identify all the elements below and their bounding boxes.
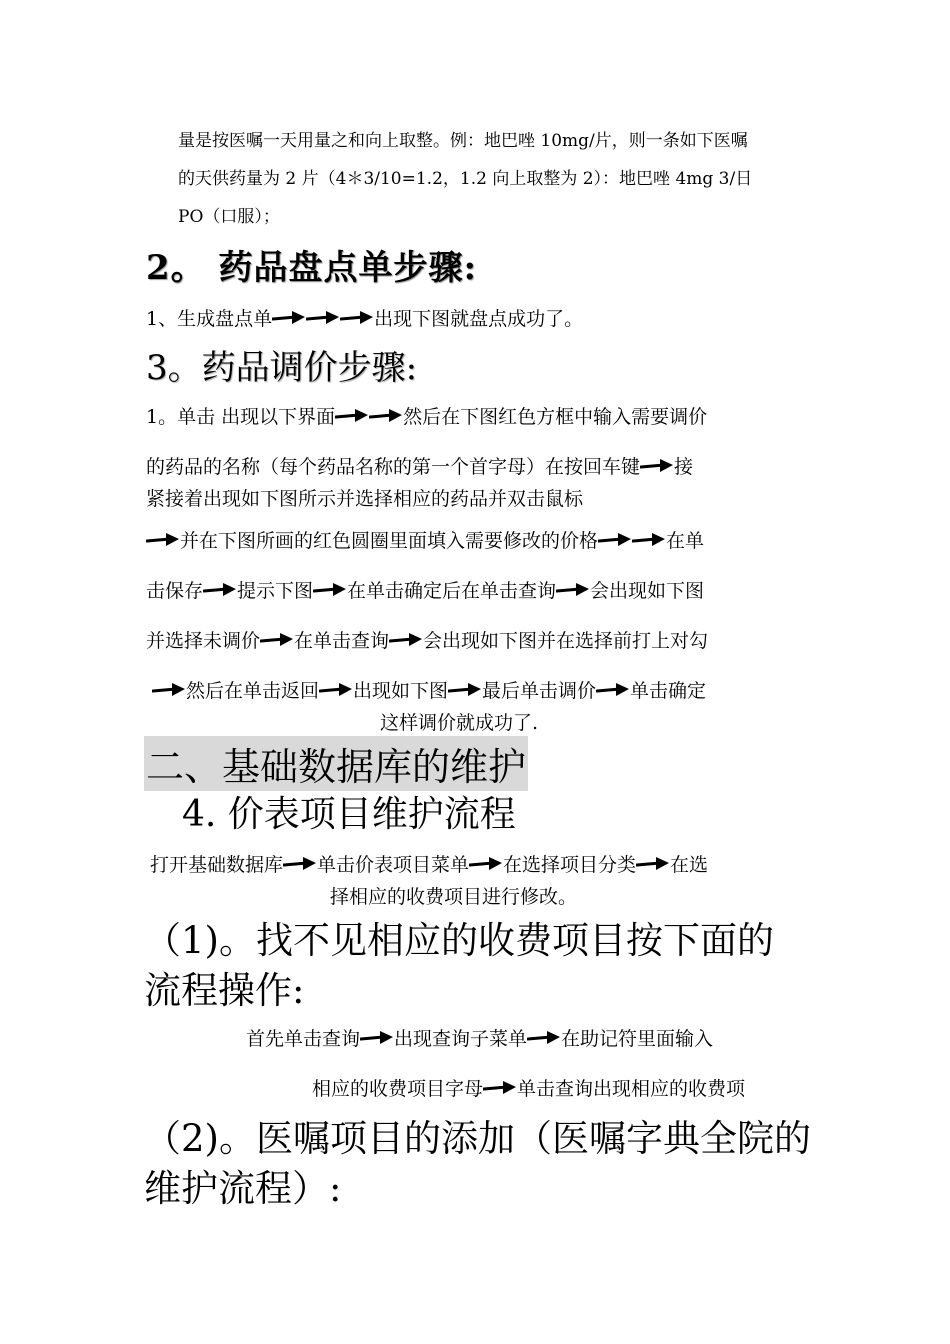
right-arrow-icon: [369, 408, 403, 424]
step-text: 单击价表项目菜单: [317, 854, 470, 876]
subsection-4-line-1: [150, 850, 708, 877]
step-text: 最后单击调价: [482, 680, 597, 702]
section-3-line-a: [146, 402, 707, 429]
section-3-line-b: [146, 452, 693, 479]
right-arrow-icon: [152, 682, 186, 698]
right-arrow-icon: [632, 532, 666, 548]
step-text: 然后在单击返回: [186, 680, 320, 702]
section-2-title: 2。 药品盘点单步骤:: [146, 248, 478, 288]
step-text: 提示下图: [237, 580, 314, 602]
subsection-2-title-line-2: 维护流程）:: [144, 1167, 342, 1210]
right-arrow-icon: [636, 856, 670, 872]
right-arrow-icon: [640, 458, 674, 474]
step-text: 会出现如下图并在选择前打上对勾: [423, 630, 709, 652]
right-arrow-icon: [556, 582, 590, 598]
section-3-line-e: [146, 576, 704, 603]
subsection-1-line-1: [246, 1024, 713, 1051]
subsection-4-title: 4. 价表项目维护流程: [182, 794, 516, 835]
section-3-line-d: [146, 526, 704, 553]
right-arrow-icon: [272, 310, 306, 326]
step-text: 在选择项目分类: [503, 854, 637, 876]
right-arrow-icon: [448, 682, 482, 698]
section-3-line-c: 紧接着出现如下图所示并选择相应的药品并双击鼠标: [146, 488, 584, 510]
right-arrow-icon: [596, 682, 630, 698]
step-text: 在单击确定后在单击查询: [347, 580, 557, 602]
section-3-line-g: [152, 676, 706, 703]
step-text: 在单: [666, 530, 705, 552]
right-arrow-icon: [283, 856, 317, 872]
subsection-1-title-line-1: （1)。找不见相应的收费项目按下面的: [144, 919, 774, 962]
step-text: 打开基础数据库: [150, 854, 284, 876]
chapter-heading: 二、基础数据库的维护: [144, 736, 528, 791]
right-arrow-icon: [306, 310, 340, 326]
step-text: 1、生成盘点单: [146, 308, 273, 330]
right-arrow-icon: [146, 532, 180, 548]
step-text: 并选择未调价: [146, 630, 261, 652]
step-text: 击保存: [146, 580, 204, 602]
section-3-line-f: [146, 626, 708, 653]
intro-line-1: 量是按医嘱一天用量之和向上取整。例：地巴唑 10mg/片，则一条如下医嘱: [178, 131, 748, 151]
intro-line-3: PO（口服）；: [178, 207, 280, 227]
subsection-1-title-line-2: 流程操作:: [144, 969, 305, 1012]
step-text: 首先单击查询: [246, 1028, 361, 1050]
intro-line-2: 的天供药量为 2 片（4＊3/10=1.2，1.2 向上取整为 2）：地巴唑 4mg 3/日: [178, 169, 753, 189]
right-arrow-icon: [335, 408, 369, 424]
right-arrow-icon: [598, 532, 632, 548]
step-text: 在选: [670, 854, 709, 876]
section-2-step: [146, 304, 583, 331]
step-text: 接: [674, 456, 694, 478]
step-text: 然后在下图红色方框中输入需要调价: [403, 406, 708, 428]
step-text: 出现下图就盘点成功了。: [374, 308, 584, 330]
step-text: 相应的收费项目字母: [312, 1078, 484, 1100]
subsection-1-line-2: [312, 1074, 745, 1101]
section-3-line-h: 这样调价就成功了.: [380, 712, 539, 734]
step-text: 的药品的名称（每个药品名称的第一个首字母）在按回车键: [146, 456, 641, 478]
step-text: 1。单击 出现以下界面: [146, 406, 336, 428]
right-arrow-icon: [360, 1030, 394, 1046]
right-arrow-icon: [527, 1030, 561, 1046]
right-arrow-icon: [483, 1080, 517, 1096]
step-text: 单击确定: [630, 680, 707, 702]
step-text: 在助记符里面输入: [561, 1028, 714, 1050]
right-arrow-icon: [313, 582, 347, 598]
right-arrow-icon: [260, 632, 294, 648]
right-arrow-icon: [469, 856, 503, 872]
subsection-2-title-line-1: （2)。医嘱项目的添加（医嘱字典全院的: [144, 1117, 811, 1160]
step-text: 在单击查询: [294, 630, 390, 652]
right-arrow-icon: [319, 682, 353, 698]
step-text: 会出现如下图: [590, 580, 705, 602]
step-text: 出现如下图: [353, 680, 449, 702]
step-text: 并在下图所画的红色圆圈里面填入需要修改的价格: [180, 530, 599, 552]
step-text: 出现查询子菜单: [394, 1028, 528, 1050]
right-arrow-icon: [389, 632, 423, 648]
section-3-title: 3。药品调价步骤:: [146, 348, 418, 388]
right-arrow-icon: [340, 310, 374, 326]
subsection-4-line-2: 择相应的收费项目进行修改。: [330, 886, 578, 908]
right-arrow-icon: [203, 582, 237, 598]
step-text: 单击查询出现相应的收费项: [517, 1078, 746, 1100]
